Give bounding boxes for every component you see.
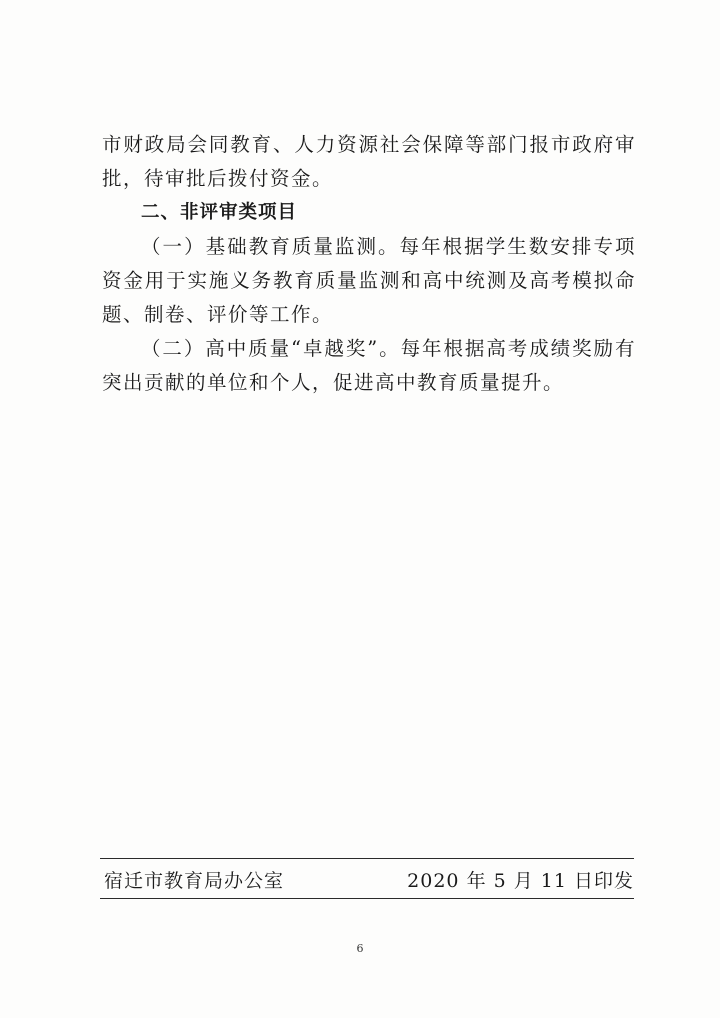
paragraph-excellence-award: （二）高中质量“卓越奖”。每年根据高考成绩奖励有突出贡献的单位和个人，促进高中教育质量提升。 — [102, 337, 636, 394]
page-number: 6 — [356, 942, 364, 955]
paragraph-quality-monitoring: （一）基础教育质量监测。每年根据学生数安排专项资金用于实施义务教育质量监测和高中统测及高考模拟命题、制卷、评价等工作。 — [102, 235, 636, 326]
section-heading: 二、非评审类项目 — [141, 202, 298, 223]
issuer-name: 宿迁市教育局办公室 — [104, 870, 285, 892]
document-body — [102, 128, 636, 400]
footer-top-rule — [100, 858, 634, 859]
footer-bottom-rule — [100, 898, 634, 899]
footer-issuance-row — [100, 866, 634, 896]
paragraph-continuation: 市财政局会同教育、人力资源社会保障等部门报市政府审批，待审批后拨付资金。 — [102, 133, 636, 190]
issue-date: 2020 年 5 月 11 日印发 — [407, 870, 634, 892]
